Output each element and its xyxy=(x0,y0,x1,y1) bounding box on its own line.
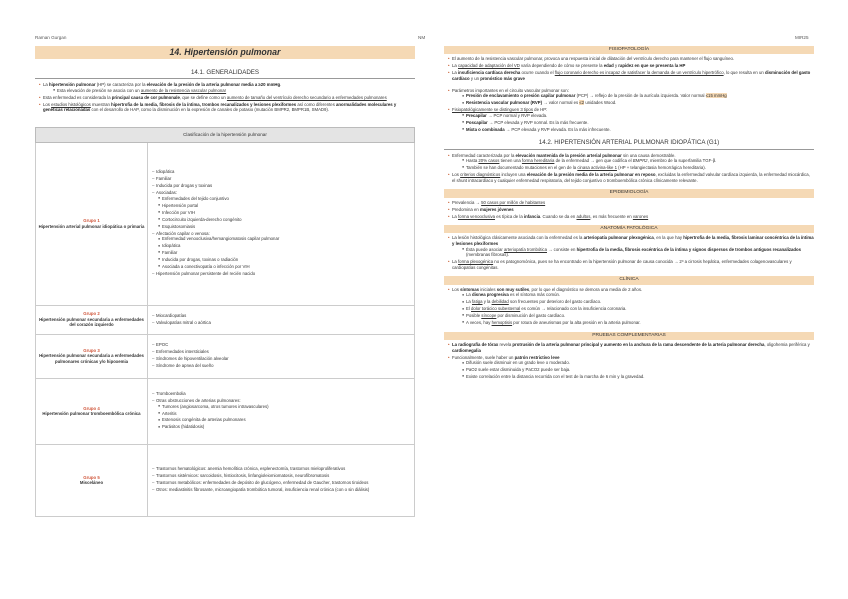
group-cell: Grupo 3 Hipertensión pulmonar secundaria a enfermedades pulmonares crónicas y/o hipoxemia xyxy=(36,334,148,378)
header-author: Raman Gurgan xyxy=(35,35,67,40)
section-generalidades-title: 14.1. GENERALIDADES xyxy=(35,69,415,79)
group-items: – Tromboembolia – Otras obstrucciones de arterias pulmonares: ● Tumores (angiosarcoma, otros tumores intravasculares) ● Arteritis ● Estenosis congénita de arterias pulmonares ● Parásitos (hidatidosis) xyxy=(148,378,415,444)
group-items: – Idiopática – Familiar – Inducida por drogas y toxinas – Asociadas: ● Enfermedades del tejido conjuntivo ● Hipertensión portal ● Infección por VIH ● Cortocircuito izquierda-derecho congénito ● Esquistosomiasis – Afectación capilar o venosa: ● Enfermedad venooclusiva/hemangiomatosis capilar pulmonar ● Idiopática ● Familiar ● Inducida por drogas, toxinas o radiación ● Asociada a conectivopatía o infección por VIH – Hipertensión pulmonar persistente del recién nacido xyxy=(148,142,415,305)
classification-table xyxy=(35,127,415,517)
generalidades-list xyxy=(35,82,415,113)
section-hap-title: 14.2. HIPERTENSIÓN ARTERIAL PULMONAR IDIOPÁTICA (G1) xyxy=(444,139,814,149)
list-item: • La forma venooclusiva es típica de la infancia. Cuando se da en adultos, es más frecuente en varones xyxy=(448,214,814,220)
group-cell: Grupo 5 Misceláneo xyxy=(36,444,148,516)
page-title: 14. Hipertensión pulmonar xyxy=(35,46,415,59)
list-item: • La radiografía de tórax revela protrusión de la arteria pulmonar principal y aumento en la anchura de la rama descendente de la arteria pulmonar derecha, oligohemia periférica y cardiomegalia xyxy=(448,342,814,353)
pruebas-list xyxy=(444,342,814,380)
list-item: • La insuficiencia cardíaca derecha ocurre cuando el flujo coronario derecho es incapaz de satisfacer la demanda de un ventrículo hipertrófico, lo que resulta en un disminución del gasto cardíaco y un pronóstico más grave xyxy=(448,70,814,81)
list-item: • Los estudios histológicos muestran hipertrofia de la media, fibrosis de la íntima, trombos recanalizados y lesiones plexiformes así como diferentes anormalidades moleculares y genéticas relacionadas con el desarrollo de HAP, como la disminución en la expresión de canales de potasio (mutación BMPR2, BMPR1B, SMAD9). xyxy=(39,102,415,113)
clinica-list xyxy=(444,287,814,326)
hap-list xyxy=(444,153,814,184)
list-item: • La forma plexogénica no es patognomónica, pues se ha encontrado en la hipertensión pulmonar de causa conocida → 2º a cirrosis hepática, enfermedades colagenovasculares y cardiopatías congénitas. xyxy=(448,259,814,270)
parametros-list xyxy=(444,88,814,133)
left-column xyxy=(35,46,415,517)
list-item: • Los síntomas iniciales son muy sutiles, por lo que el diagnóstico se demora una media de 2 años. ● La disnea progresiva es el síntoma más común. ● La fatiga y la debilidad son frecuentes por deterioro del gasto cardíaco. ● El dolor torácico subesternal es común → relacionado con la insuficiencia coronaria. ● Posible síncope por disminución del gasto cardíaco. ● A veces, hay hemoptisis por rotura de aneurismas por la alta presión en la arteria pulmonar. xyxy=(448,287,814,326)
list-item: • Prevalencia → 50 casos por millón de habitantes xyxy=(448,200,814,206)
epidemiologia-title: EPIDEMIOLOGÍA xyxy=(444,189,814,197)
header-edition: MIR25 xyxy=(795,35,809,40)
list-item: • Los criterios diagnósticos incluyen una elevación de la presión media de la arteria pulmonar en reposo, excluidas la enfermedad valvular cardíaca izquierda, la enfermedad miocárdica, el shunt intracardíaco y cualquier enfermedad respiratoria, del tejido conjuntivo o tromboembólica crónica clínicamente relevante. xyxy=(448,172,814,183)
list-item: • Enfermedad caracterizada por la elevación mantenida de la presión arterial pulmonar sin una causa demostrable. ● Hasta 20% casos tienen una forma hereditaria de la enfermedad → gen que codifica el BMPR2, miembro de la superfamilia TGF-β. ● También se han documentado mutaciones en el gen de la cinasa activina-like 1 (HP + telangiectasia hemorrágica hereditaria). xyxy=(448,153,814,171)
list-item: • Esta enfermedad es considerada la principal causa de cor pulmonale, que se define como un aumento de tamaño del ventrículo derecho secundario a enfermedades pulmonares xyxy=(39,95,415,101)
anatomia-title: ANATOMÍA PATOLÓGICA xyxy=(444,225,814,233)
table-row xyxy=(36,444,415,516)
group-cell: Grupo 2 Hipertensión pulmonar secundaria a enfermedades del corazón izquierdo xyxy=(36,305,148,334)
pruebas-title: PRUEBAS COMPLEMENTARIAS xyxy=(444,332,814,340)
fisiopatologia-list xyxy=(444,56,814,81)
list-item: • La capacidad de adaptación del VD varía dependiendo de cómo se presente la edad y rapidez en que se presenta la HP xyxy=(448,63,814,69)
list-item: • La lesión histológica clásicamente asociada con la enfermedad es la arteriopatía pulmonar plexogénica, en la que hay hipertrofia de la media, fibrosis laminar concéntrica de la íntima y lesiones plexiformes ● Ésta puede asociar arteriopatía trombótica → consiste en hipertrofia de la media, fibrosis excéntrica de la íntima y signos dispersos de trombos antiguos recanalizados (membranas fibrosas). xyxy=(448,235,814,257)
fisiopatologia-title: FISIOPATOLOGÍA xyxy=(444,46,814,54)
list-item: • El aumento de la resistencia vascular pulmonar, provoca una respuesta inicial de dilatación del ventrículo derecho para mantener el flujo sanguíneo. xyxy=(448,56,814,62)
list-item: • Fisiopatológicamente se distinguen 3 tipos de HP: ● Precapilar → PCP normal y RVP elevada. ● Poscapilar → PCP elevada y RVP normal. Es la más frecuente. ● Mixta o combinada → PCP elevada y RVP elevada. Es la más infrecuente. xyxy=(448,107,814,132)
list-item: • Funcionalmente, suele haber un patrón restrictivo leve ● Difusión suele disminuir en un grado leve o moderado. ● PaO2 suele estar disminuida y PaCO2 puede ser baja. ● Existe correlación entre la distancia recorrida con el test de la marcha de 6 min y la gravedad. xyxy=(448,355,814,380)
table-row xyxy=(36,378,415,444)
epidemiologia-list xyxy=(444,200,814,220)
group-items: – Miocardiopatías – Valvulopatías mitral o aórtica xyxy=(148,305,415,334)
right-column xyxy=(444,46,814,381)
group-cell: Grupo 1 Hipertensión arterial pulmonar idiopática o primaria xyxy=(36,142,148,305)
list-item: • La hipertensión pulmonar (HP) se caracteriza por la elevación de la presión de la arteria pulmonar media a ≥20 mmHg. ● Esta elevación de presión se asocia con un aumento de la resistencia vascular pulmonar xyxy=(39,82,415,93)
table-row xyxy=(36,334,415,378)
header-code: NM xyxy=(418,35,426,40)
clinica-title: CLÍNICA xyxy=(444,276,814,284)
table-header: Clasificación de la hipertensión pulmonar xyxy=(36,127,415,142)
list-item: ● Esta elevación de presión se asocia con un aumento de la resistencia vascular pulmonar xyxy=(53,88,415,94)
list-item: • Predomina en mujeres jóvenes xyxy=(448,207,814,213)
group-items: – Trastornos hematológicos: anemia hemolítica crónica, esplenectomía, trastornos mieloproliferativos – Trastornos sistémicos: sarcoidosis, histiocitosis, linfangioleiomiomatosis, neurofibromatosis – Trastornos metabólicos: enfermedades de depósito de glucógeno, enfermedad de Gaucher, trastornos tiroideos – Otros: mediastinitis fibrosante, microangiopatía trombótica tumoral, insuficiencia renal crónica (con o sin diálisis) xyxy=(148,444,415,516)
anatomia-list xyxy=(444,235,814,270)
table-row xyxy=(36,142,415,305)
group-cell: Grupo 4 Hipertensión pulmonar tromboembólica crónica xyxy=(36,378,148,444)
group-items: – EPOC – Enfermedades intersticiales – Síndromes de hipoventilación alveolar – Síndrome de apnea del sueño xyxy=(148,334,415,378)
table-row xyxy=(36,305,415,334)
list-item: • Parámetros importantes en el circuito vascular pulmonar son: ● Presión de enclavamiento o presión capilar pulmonar (PCP) → reflejo de la presión de la aurícula izquierda. Valor normal ≤15 mmHg ● Resistencia vascular pulmonar (RVP) → valor normal es ≤2 unidades Wood. xyxy=(448,88,814,106)
